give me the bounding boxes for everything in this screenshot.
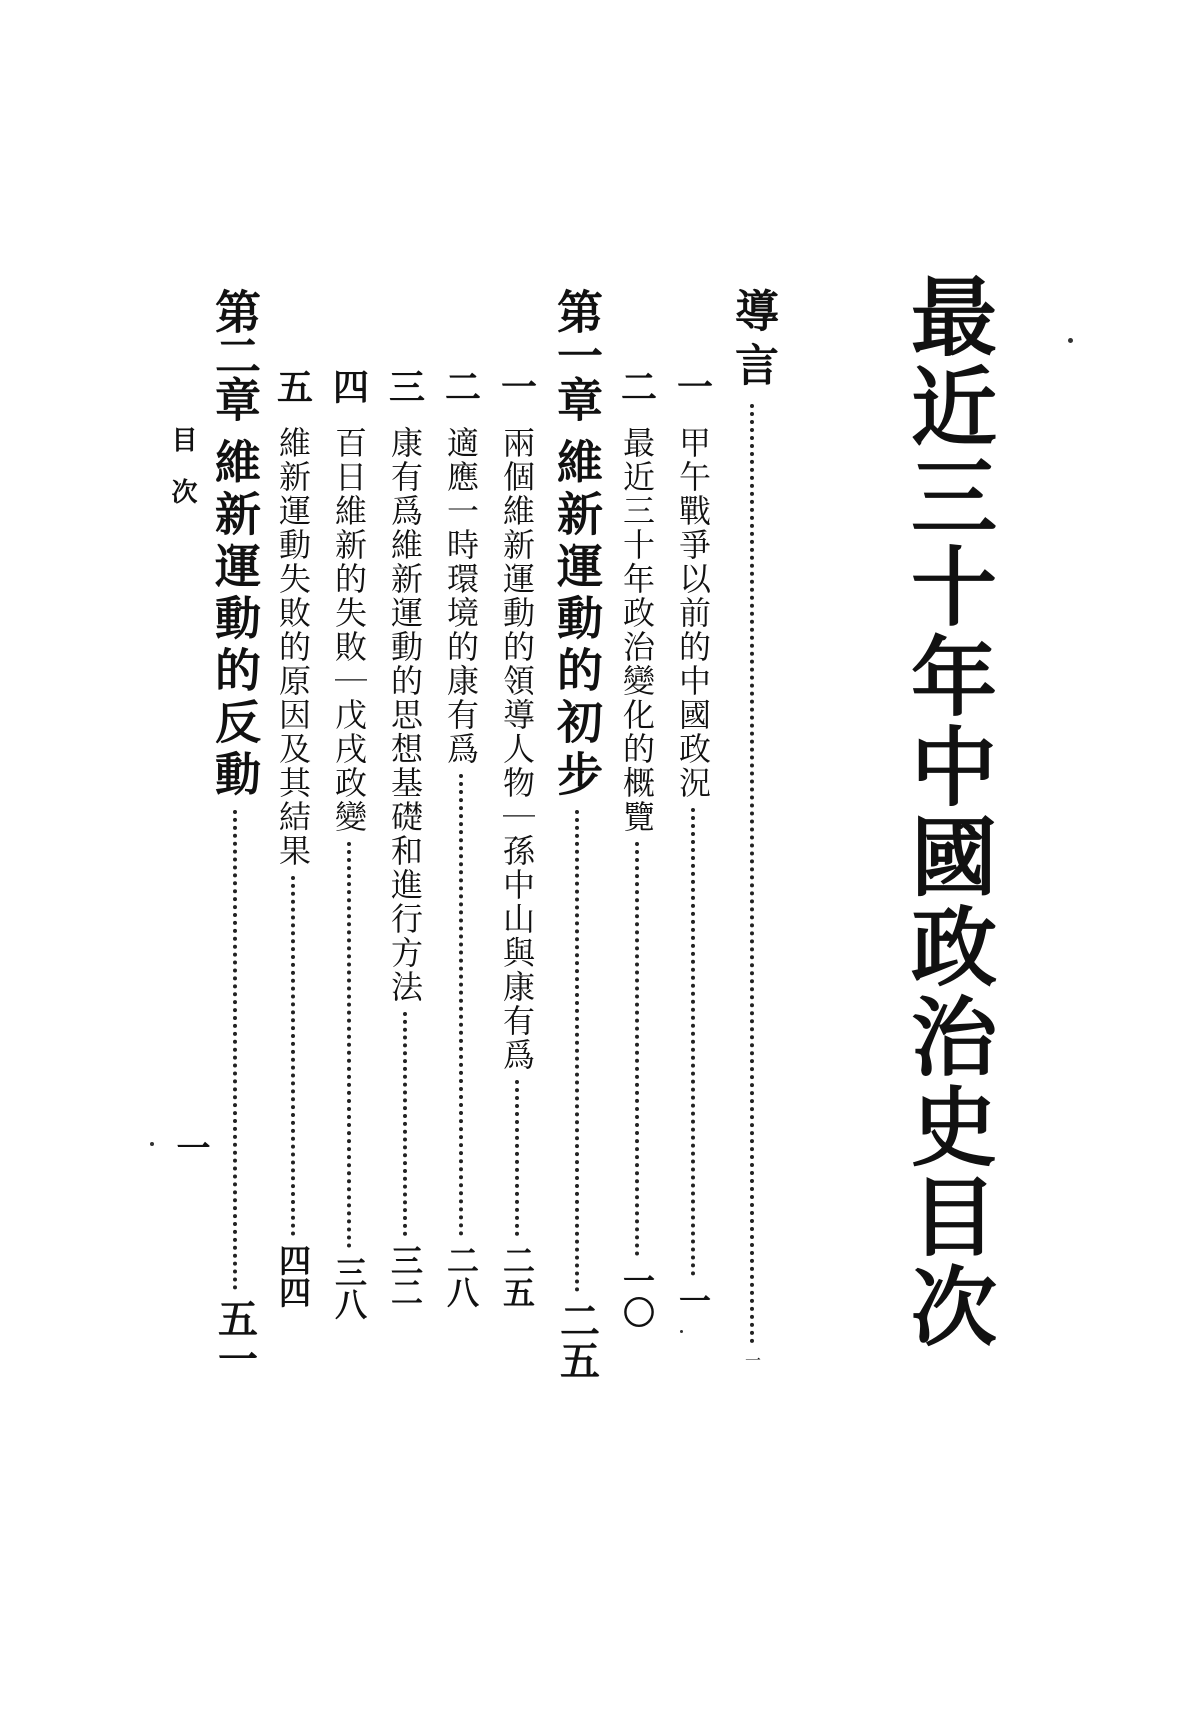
toc-entry-ch1-section-3[interactable] xyxy=(380,368,430,1308)
entry-page-number: 四四 xyxy=(274,1244,312,1308)
toc-entry-ch1-section-1[interactable] xyxy=(492,368,542,1308)
entry-label: 康有爲維新運動的思想基礎和進行方法 xyxy=(386,426,424,1004)
scan-speck xyxy=(150,1142,154,1146)
page-folio: 一 xyxy=(170,1130,210,1164)
entry-label: 適應一時環境的康有爲 xyxy=(442,426,480,766)
entry-page-number: 二五 xyxy=(553,1300,601,1380)
entry-number: 二 xyxy=(439,368,482,404)
entry-label: 百日維新的失敗｜戊戌政變 xyxy=(330,426,368,834)
dot-leader xyxy=(291,876,295,1236)
entry-label: 甲午戰爭以前的中國政況 xyxy=(674,426,712,800)
entry-label: 兩個維新運動的領導人物｜孫中山與康有爲 xyxy=(498,426,536,1072)
toc-entry-intro-section-1[interactable] xyxy=(668,368,718,1316)
entry-number: 一 xyxy=(671,368,714,404)
entry-page-number: 三二 xyxy=(386,1244,424,1308)
toc-entry-intro-section-2[interactable] xyxy=(612,368,662,1328)
scan-speck xyxy=(680,1330,683,1333)
dot-leader xyxy=(459,774,463,1236)
chapter-number: 第一章 xyxy=(550,288,604,420)
entry-page-number: 五一 xyxy=(211,1298,259,1378)
chapter-title: 維新運動的初步 xyxy=(550,438,604,802)
entry-number: 一 xyxy=(495,368,538,404)
chapter-title: 維新運動的反動 xyxy=(208,438,262,802)
entry-page-number: 一〇 xyxy=(618,1264,656,1328)
entry-label: 維新運動失敗的原因及其結果 xyxy=(274,426,312,868)
entry-page-number: 一 xyxy=(674,1284,712,1316)
dot-leader xyxy=(233,810,237,1290)
entry-page-number: 二八 xyxy=(442,1244,480,1308)
entry-page-number: 三八 xyxy=(330,1256,368,1320)
entry-heading: 導言 xyxy=(727,288,778,396)
toc-entry-introduction[interactable] xyxy=(724,288,780,1368)
entry-label: 最近三十年政治變化的概覽 xyxy=(618,426,656,834)
dot-leader xyxy=(635,842,639,1256)
running-head: 目次 xyxy=(167,426,197,530)
dot-leader xyxy=(750,404,754,1344)
toc-entry-ch1-section-4[interactable] xyxy=(324,368,374,1320)
dot-leader xyxy=(515,1080,519,1236)
entry-number: 二 xyxy=(615,368,658,404)
page-title: 最近三十年中國政治史目次 xyxy=(896,272,997,1352)
entry-page-number: 二五 xyxy=(498,1244,536,1308)
scan-speck xyxy=(1068,338,1073,343)
entry-page-number: 一 xyxy=(742,1352,762,1368)
toc-entry-ch1-section-2[interactable] xyxy=(436,368,486,1308)
chapter-number: 第二章 xyxy=(208,288,262,420)
toc-entry-ch1-section-5[interactable] xyxy=(268,368,318,1308)
entry-number: 四 xyxy=(327,368,370,404)
entry-number: 五 xyxy=(271,368,314,404)
toc-entry-chapter-2[interactable] xyxy=(206,288,264,1378)
dot-leader xyxy=(575,810,579,1292)
dot-leader xyxy=(403,1012,407,1236)
toc-entry-chapter-1[interactable] xyxy=(548,288,606,1380)
dot-leader xyxy=(347,842,351,1248)
entry-number: 三 xyxy=(383,368,426,404)
dot-leader xyxy=(691,808,695,1276)
